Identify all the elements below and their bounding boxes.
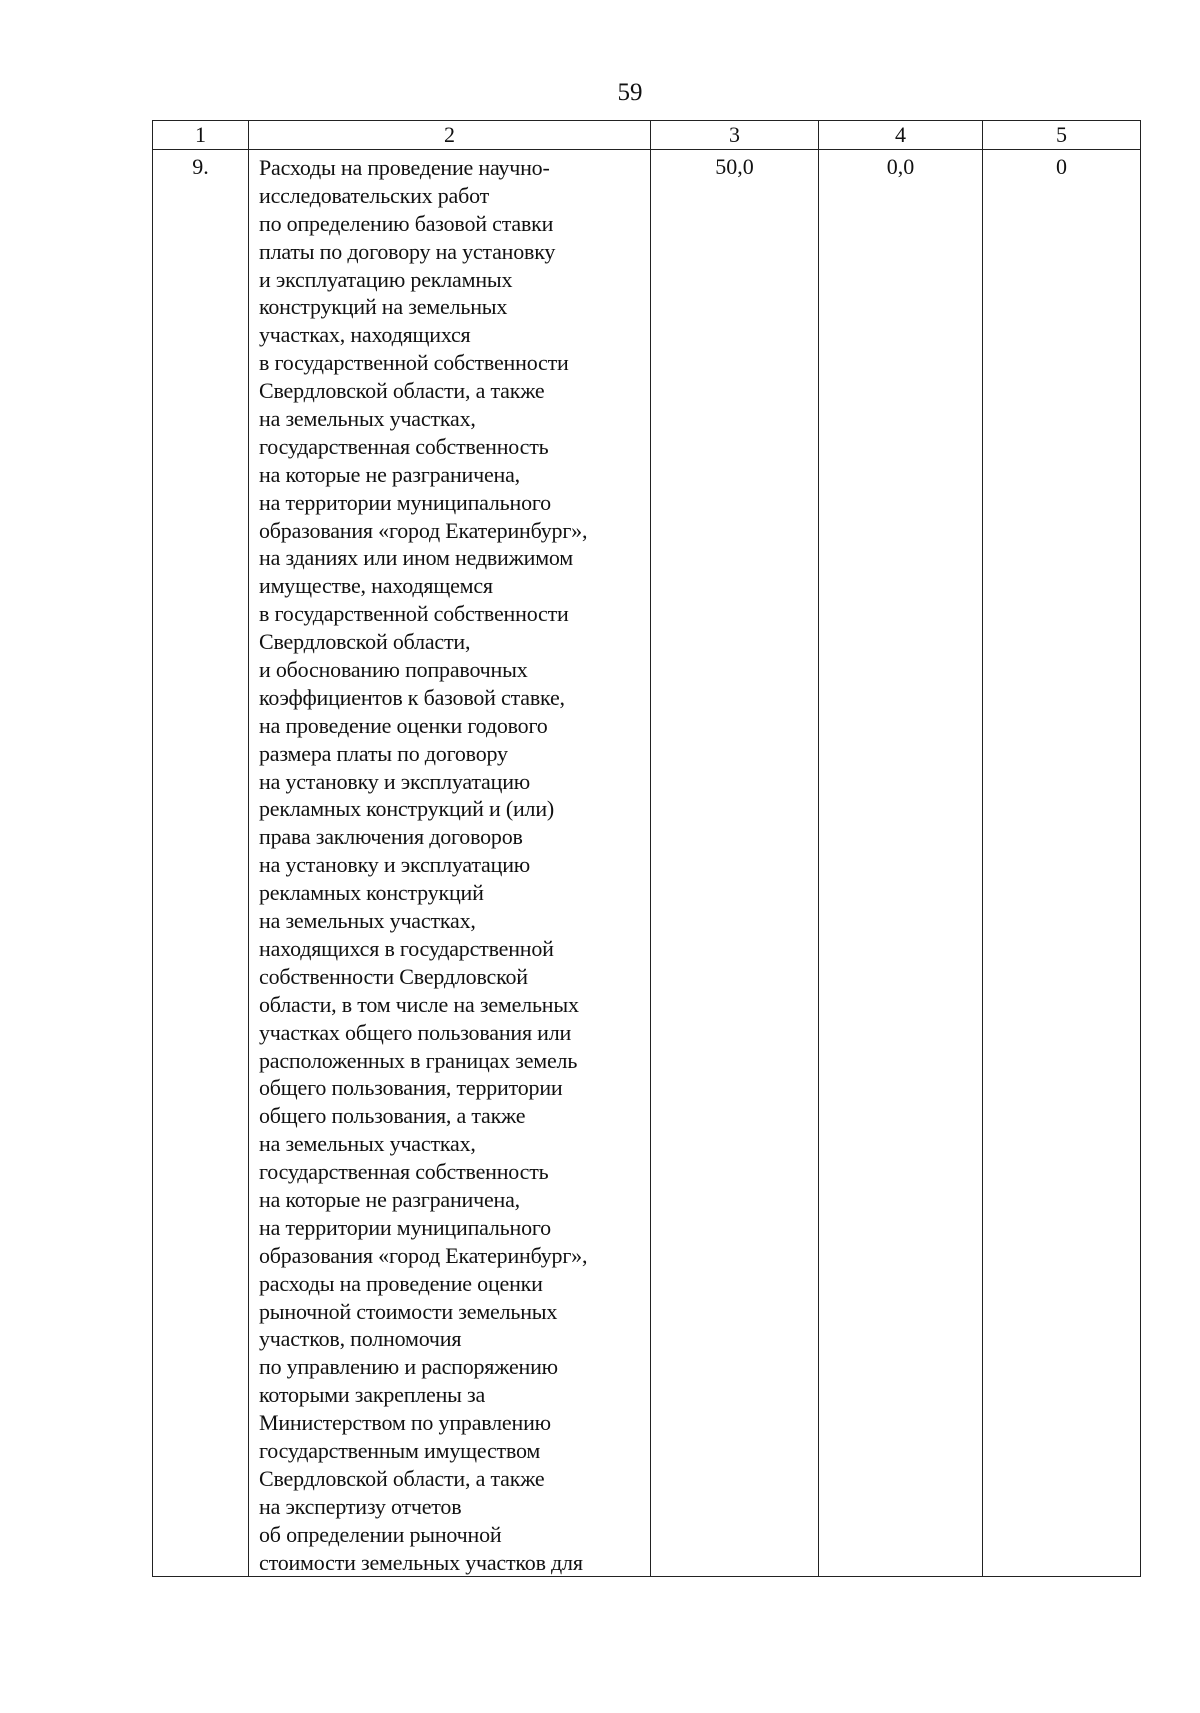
row-number: 9. [153, 150, 249, 1577]
description-line: рекламных конструкций [259, 880, 484, 906]
description-line: Расходы на проведение научно- [259, 155, 550, 180]
description-line: участков, полномочия [259, 1326, 462, 1352]
description-line: расходы на проведение оценки [259, 1270, 543, 1296]
description-line: находящихся в государственной [259, 935, 554, 961]
description-line: Свердловской области, а также [259, 1465, 545, 1491]
description-line: рыночной стоимости земельных [259, 1298, 558, 1324]
description-line: Министерством по управлению [259, 1410, 551, 1436]
column-header-4: 4 [819, 121, 983, 150]
description-line: имуществе, находящемся [259, 573, 493, 599]
description-line: Свердловской области, а также [259, 378, 545, 404]
row-value-col3: 50,0 [651, 150, 819, 1577]
description-line: на территории муниципального [259, 1214, 551, 1240]
description-line: в государственной собственности [259, 601, 569, 627]
description-line: собственности Свердловской [259, 963, 528, 989]
description-line: на земельных участках, [259, 406, 476, 432]
description-line: стоимости земельных участков для [259, 1549, 583, 1575]
description-line: на земельных участках, [259, 908, 476, 934]
description-line: размера платы по договору [259, 740, 508, 766]
description-line: по управлению и распоряжению [259, 1354, 558, 1380]
description-line: и эксплуатацию рекламных [259, 266, 513, 292]
description-line: государственным имуществом [259, 1437, 541, 1463]
budget-table [152, 120, 1141, 1577]
description-line: на проведение оценки годового [259, 712, 548, 738]
column-number-row [153, 121, 1141, 150]
row-value-col5: 0 [983, 150, 1141, 1577]
column-header-5: 5 [983, 121, 1141, 150]
description-line: и обоснованию поправочных [259, 657, 528, 683]
description-line: платы по договору на установку [259, 238, 556, 264]
column-header-2: 2 [249, 121, 651, 150]
description-line: общего пользования, а также [259, 1103, 526, 1129]
description-line: участках, находящихся [259, 322, 471, 348]
description-line: которыми закреплены за [259, 1382, 486, 1408]
description-line: коэффициентов к базовой ставке, [259, 684, 565, 710]
description-line: на территории муниципального [259, 489, 551, 515]
description-line: на зданиях или ином недвижимом [259, 545, 574, 571]
column-header-3: 3 [651, 121, 819, 150]
column-header-1: 1 [153, 121, 249, 150]
description-line: исследовательских работ [259, 182, 490, 208]
description-line: расположенных в границах земель [259, 1047, 578, 1073]
row-description-cell [249, 150, 651, 1577]
description-line: образования «город Екатеринбург», [259, 517, 588, 543]
description-line: на экспертизу отчетов [259, 1493, 462, 1519]
description-line: государственная собственность [259, 433, 549, 459]
description-line: в государственной собственности [259, 350, 569, 376]
description-line: участках общего пользования или [259, 1019, 572, 1045]
row-value-col4: 0,0 [819, 150, 983, 1577]
description-line: рекламных конструкций и (или) [259, 796, 555, 822]
description-line: права заключения договоров [259, 824, 523, 850]
description-line: об определении рыночной [259, 1521, 502, 1547]
description-line: на земельных участках, [259, 1131, 476, 1157]
description-line: на которые не разграничена, [259, 1186, 520, 1212]
description-line: на установку и эксплуатацию [259, 768, 530, 794]
description-line: Свердловской области, [259, 629, 471, 655]
page-number: 59 [617, 79, 643, 106]
description-line: по определению базовой ставки [259, 210, 554, 236]
description-line: конструкций на земельных [259, 294, 508, 320]
description-line: образования «город Екатеринбург», [259, 1242, 588, 1268]
description-line: области, в том числе на земельных [259, 991, 579, 1017]
description-line: на которые не разграничена, [259, 461, 520, 487]
table-row [153, 150, 1141, 1577]
description-line: на установку и эксплуатацию [259, 852, 530, 878]
description-line: общего пользования, территории [259, 1075, 563, 1101]
description-line: государственная собственность [259, 1159, 549, 1185]
row-description [249, 150, 650, 1576]
